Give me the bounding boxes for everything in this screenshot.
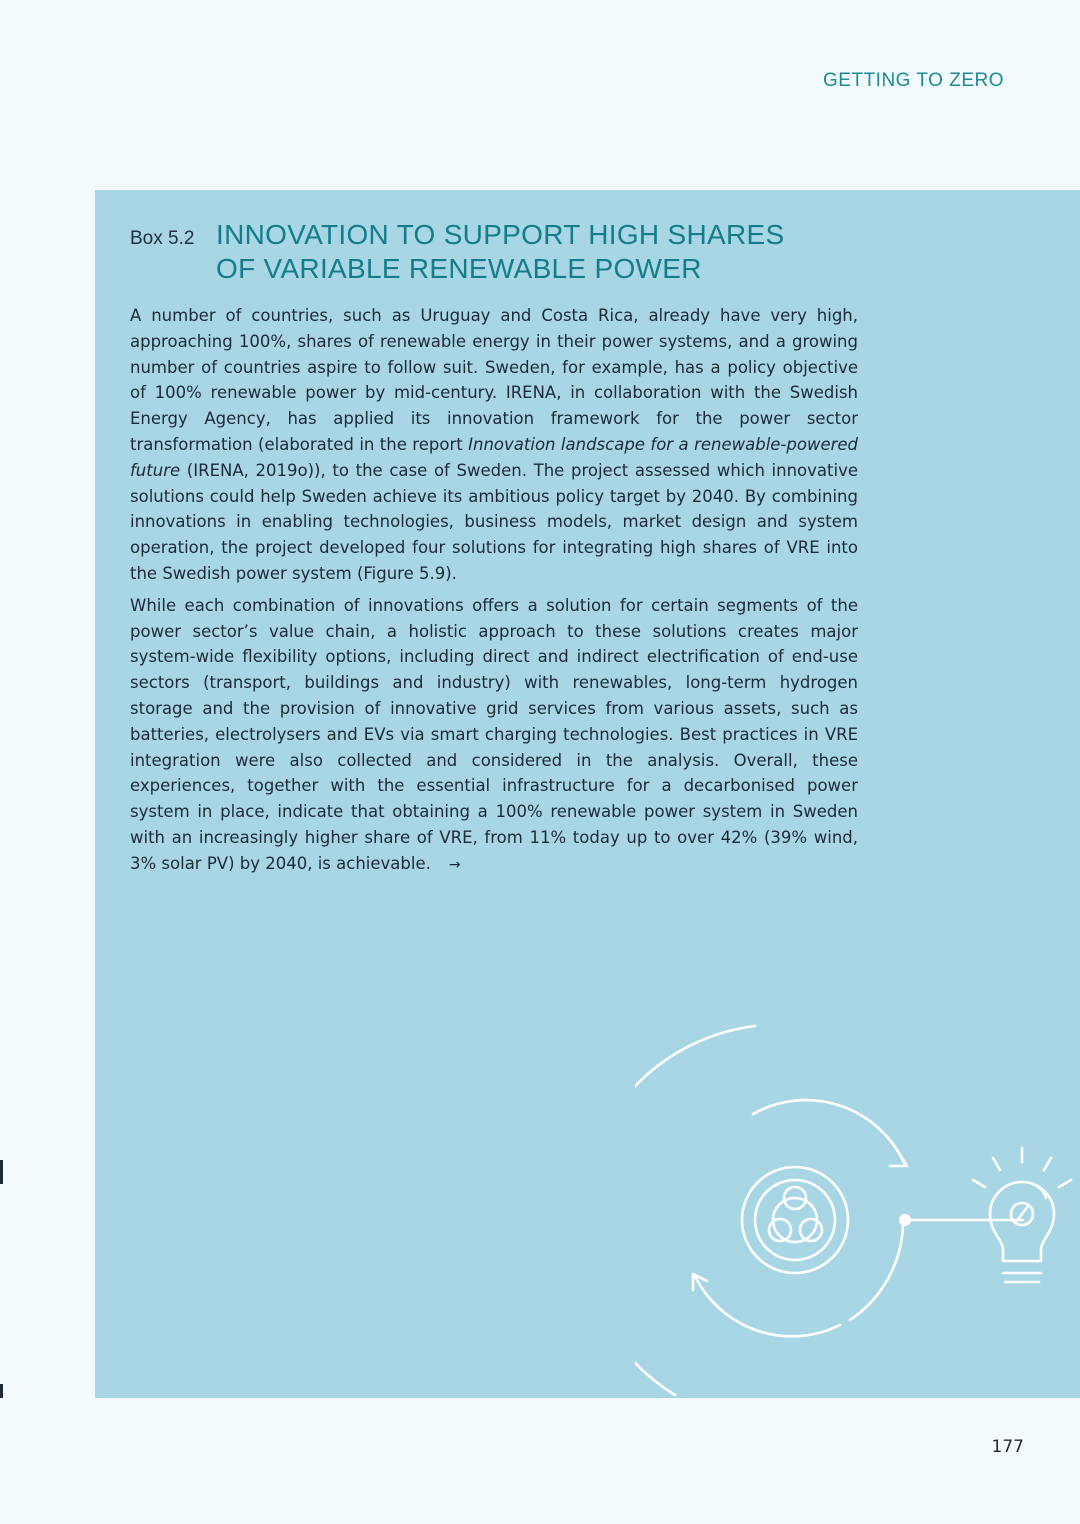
connector-dot (899, 1214, 911, 1226)
ray-far-left (973, 1180, 985, 1187)
paragraph-1-text-a: A number of countries, such as Uruguay and Costa Rica, already have very high, approaching 100%, shares of renewable energy in their power systems, and a growing number of countries aspire to follow suit. Sweden, for example, has a policy objective of 100% renewable power by mid-century. IRENA, in collaboration with the Swedish Energy Agency, has applied its innovation framework for the power sector transformation (elaborated in the report (130, 306, 858, 454)
box-label: Box 5.2 (130, 228, 195, 249)
paragraph-1 (130, 303, 858, 587)
running-header: GETTING TO ZERO (823, 70, 1004, 91)
cycle-outer-right-arc (850, 1215, 903, 1320)
box-title (216, 218, 784, 286)
box-heading (130, 218, 784, 286)
cycle-arrow-bottom (695, 1276, 840, 1336)
page-number: 177 (991, 1437, 1024, 1457)
cycle-ring (742, 1167, 848, 1273)
page-edge-mark-top (0, 1160, 3, 1184)
ray-right (1044, 1158, 1051, 1170)
paragraph-2-text: While each combination of innovations offers a solution for certain segments of the power sector’s value chain, a holistic approach to these solutions creates major system-wide flexibility options, including direct and indirect electrification of end-use sectors (transport, buildings and industry) with renewables, long-term hydrogen storage and the provision of innovative grid services from various assets, such as batteries, electrolysers and EVs via smart charging technologies. Best practices in VRE integration were also collected and considered in the analysis. Overall, these experiences, together with the essential infrastructure for a decarbonised power system in place, indicate that obtaining a 100% renewable power system in Sweden with an increasingly higher share of VRE, from 11% today up to over 42% (39% wind, 3% solar PV) by 2040, is achievable. (130, 595, 858, 873)
box-body (130, 303, 858, 885)
paragraph-2 (130, 593, 858, 879)
arrow-right-icon: → (448, 856, 461, 873)
cycle-inner-ring (755, 1180, 835, 1260)
outer-arc-right (755, 1026, 868, 1220)
box-5-2 (95, 190, 1080, 1398)
report-title-italic: Innovation landscape for a renewable-powered future (130, 434, 859, 480)
ray-far-right (1059, 1180, 1071, 1187)
cycle-arrow-top-head (890, 1150, 907, 1166)
ray-left (993, 1158, 1000, 1170)
outer-arc (635, 1026, 755, 1395)
cycle-arrow-top (753, 1100, 905, 1165)
box-title-line-1: INNOVATION TO SUPPORT HIGH SHARES (216, 219, 785, 250)
node-right (800, 1219, 822, 1241)
page-edge-mark-bottom (0, 1384, 3, 1398)
box-title-line-2: OF VARIABLE RENEWABLE POWER (216, 253, 702, 284)
paragraph-1-text-b: (IRENA, 2019o)), to the case of Sweden. The project assessed which innovative solutions could help Sweden achieve its ambitious policy target by 2040. By combining innovations in enabling technologies, business models, market design and system operation, the project developed four solutions for integrating high shares of VRE into the Swedish power system (Figure 5.9). (130, 460, 858, 583)
innovation-cycle-lightbulb-icon (635, 1020, 1080, 1398)
